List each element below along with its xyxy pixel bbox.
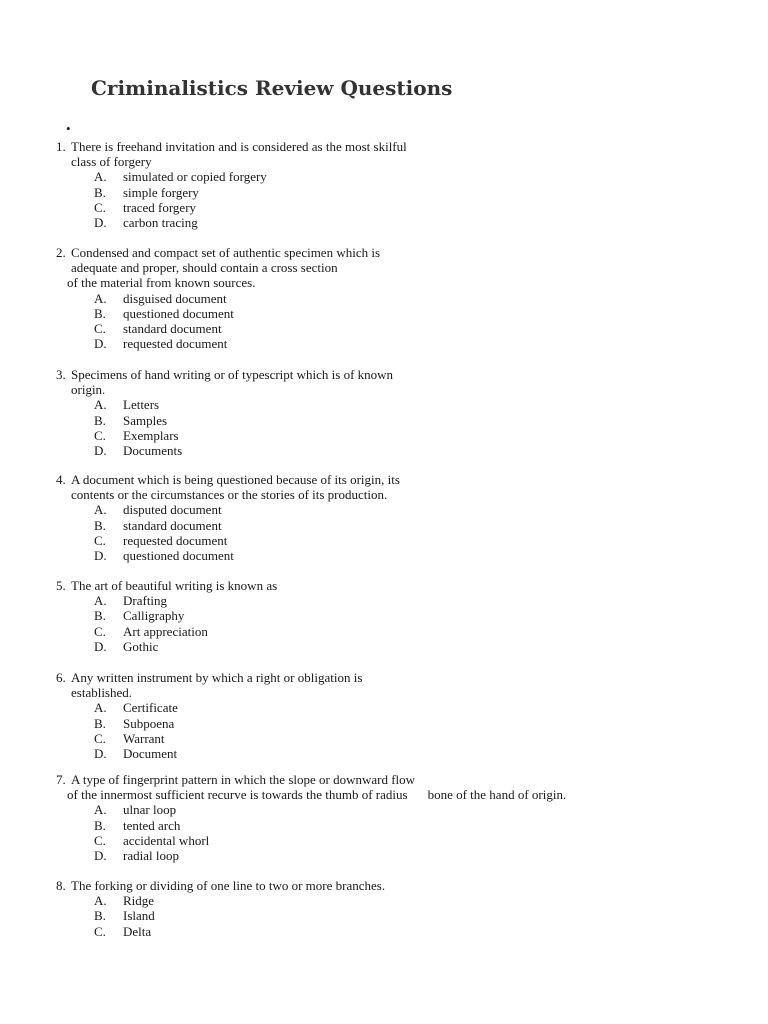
question-text — [56, 772, 566, 802]
question-line-start: of the innermost sufficient recurve is towards the thumb of radius — [67, 787, 408, 803]
option-letter: C. — [94, 320, 106, 336]
answer-option-a — [56, 291, 380, 306]
question-number: 5. — [56, 578, 66, 593]
bullet-marker: • — [66, 121, 71, 136]
question-3 — [56, 367, 393, 458]
question-5 — [56, 578, 277, 654]
option-letter: A. — [94, 169, 107, 185]
option-letter: C. — [94, 623, 106, 639]
answer-option-a — [56, 802, 566, 817]
answer-option-b — [56, 908, 385, 923]
question-6 — [56, 670, 362, 761]
option-text: disputed document — [123, 502, 222, 518]
option-text: Samples — [123, 412, 168, 428]
option-text: Subpoena — [123, 715, 175, 731]
option-text: traced forgery — [123, 199, 197, 215]
option-letter: D. — [94, 847, 107, 863]
option-letter: B. — [94, 184, 106, 200]
option-letter: B. — [94, 305, 106, 321]
answer-option-a — [56, 700, 362, 715]
option-text: requested document — [123, 336, 228, 352]
answer-option-b — [56, 716, 362, 731]
answer-option-a — [56, 397, 393, 412]
question-line: Specimens of hand writing or of typescript which is of known — [71, 367, 394, 382]
question-text — [56, 670, 362, 700]
question-line: adequate and proper, should contain a cross section — [71, 260, 338, 276]
question-line: contents or the circumstances or the stories of its production. — [71, 487, 388, 503]
answer-option-c — [56, 624, 277, 639]
answer-option-a — [56, 502, 400, 517]
question-number: 7. — [56, 772, 66, 787]
question-number: 2. — [56, 245, 66, 260]
option-letter: D. — [94, 638, 107, 654]
answer-option-a — [56, 593, 277, 608]
option-text: Warrant — [123, 730, 165, 746]
option-letter: B. — [94, 412, 106, 428]
answer-options — [56, 169, 407, 230]
question-line: of the material from known sources. — [67, 275, 256, 291]
option-letter: D. — [94, 214, 107, 230]
question-text — [56, 578, 277, 593]
option-letter: C. — [94, 532, 106, 548]
option-text: Delta — [123, 923, 152, 939]
question-number: 3. — [56, 367, 66, 382]
option-letter: D. — [94, 745, 107, 761]
option-letter: C. — [94, 923, 106, 939]
question-line: origin. — [71, 382, 106, 398]
answer-option-b — [56, 413, 393, 428]
option-text: radial loop — [123, 847, 179, 863]
option-text: Drafting — [123, 593, 168, 609]
option-letter: B. — [94, 817, 106, 833]
answer-option-c — [56, 924, 385, 939]
question-line: A document which is being questioned because of its origin, its — [71, 472, 400, 487]
question-1 — [56, 139, 407, 230]
answer-option-c — [56, 428, 393, 443]
question-line: established. — [71, 685, 133, 701]
answer-options — [56, 893, 385, 939]
option-letter: A. — [94, 802, 107, 818]
option-text: standard document — [123, 517, 222, 533]
option-letter: C. — [94, 427, 106, 443]
option-letter: A. — [94, 397, 107, 413]
option-text: Certificate — [123, 700, 178, 716]
answer-options — [56, 397, 393, 458]
answer-option-b — [56, 608, 277, 623]
option-text: Letters — [123, 397, 160, 413]
question-line: The art of beautiful writing is known as — [71, 578, 278, 593]
answer-option-c — [56, 533, 400, 548]
question-line: Any written instrument by which a right or obligation is — [71, 670, 363, 685]
option-text: questioned document — [123, 305, 234, 321]
answer-options — [56, 593, 277, 654]
option-letter: B. — [94, 908, 106, 924]
option-text: carbon tracing — [123, 214, 198, 230]
option-text: Art appreciation — [123, 623, 208, 639]
option-letter: C. — [94, 832, 106, 848]
option-text: disguised document — [123, 290, 227, 306]
question-7 — [56, 772, 566, 863]
page-title: Criminalistics Review Questions — [91, 76, 453, 100]
option-letter: A. — [94, 290, 107, 306]
answer-option-d — [56, 848, 566, 863]
option-text: standard document — [123, 320, 222, 336]
option-letter: A. — [94, 502, 107, 518]
question-line-tail: bone of the hand of origin. — [427, 787, 567, 803]
answer-option-d — [56, 215, 407, 230]
answer-option-c — [56, 731, 362, 746]
answer-option-b — [56, 306, 380, 321]
option-text: simple forgery — [123, 184, 199, 200]
option-text: accidental whorl — [123, 832, 210, 848]
question-text — [56, 367, 393, 397]
option-text: simulated or copied forgery — [123, 169, 267, 185]
option-text: Exemplars — [123, 427, 179, 443]
question-text — [56, 245, 380, 291]
answer-option-b — [56, 185, 407, 200]
option-text: Island — [123, 908, 155, 924]
answer-option-c — [56, 321, 380, 336]
option-text: ulnar loop — [123, 802, 177, 818]
option-letter: A. — [94, 893, 107, 909]
answer-option-d — [56, 746, 362, 761]
option-text: Gothic — [123, 638, 159, 654]
option-letter: A. — [94, 700, 107, 716]
answer-option-c — [56, 200, 407, 215]
answer-option-d — [56, 548, 400, 563]
option-letter: C. — [94, 730, 106, 746]
option-letter: D. — [94, 442, 107, 458]
question-text — [56, 139, 407, 169]
question-number: 1. — [56, 139, 66, 154]
option-letter: A. — [94, 593, 107, 609]
answer-option-a — [56, 893, 385, 908]
question-8 — [56, 878, 385, 939]
question-line: class of forgery — [71, 154, 152, 170]
question-line — [67, 787, 566, 802]
answer-option-b — [56, 518, 400, 533]
question-text — [56, 472, 400, 502]
option-text: Documents — [123, 442, 183, 458]
question-number: 8. — [56, 878, 66, 893]
option-letter: B. — [94, 715, 106, 731]
question-line: The forking or dividing of one line to two or more branches. — [71, 878, 386, 893]
option-letter: C. — [94, 199, 106, 215]
answer-options — [56, 700, 362, 761]
answer-options — [56, 291, 380, 352]
answer-option-c — [56, 833, 566, 848]
option-text: requested document — [123, 532, 228, 548]
answer-option-d — [56, 443, 393, 458]
option-letter: D. — [94, 336, 107, 352]
answer-options — [56, 802, 566, 863]
question-line: Condensed and compact set of authentic specimen which is — [71, 245, 381, 260]
question-4 — [56, 472, 400, 563]
option-text: Calligraphy — [123, 608, 185, 624]
question-text — [56, 878, 385, 893]
question-line: A type of fingerprint pattern in which the slope or downward flow — [71, 772, 416, 787]
question-line: There is freehand invitation and is considered as the most skilful — [71, 139, 407, 154]
option-text: questioned document — [123, 547, 234, 563]
question-2 — [56, 245, 380, 351]
answer-option-d — [56, 336, 380, 351]
option-letter: D. — [94, 547, 107, 563]
option-letter: B. — [94, 517, 106, 533]
answer-option-b — [56, 818, 566, 833]
answer-option-d — [56, 639, 277, 654]
answer-option-a — [56, 169, 407, 184]
option-text: Ridge — [123, 893, 155, 909]
question-number: 4. — [56, 472, 66, 487]
option-letter: B. — [94, 608, 106, 624]
option-text: tented arch — [123, 817, 181, 833]
option-text: Document — [123, 745, 178, 761]
question-number: 6. — [56, 670, 66, 685]
answer-options — [56, 502, 400, 563]
